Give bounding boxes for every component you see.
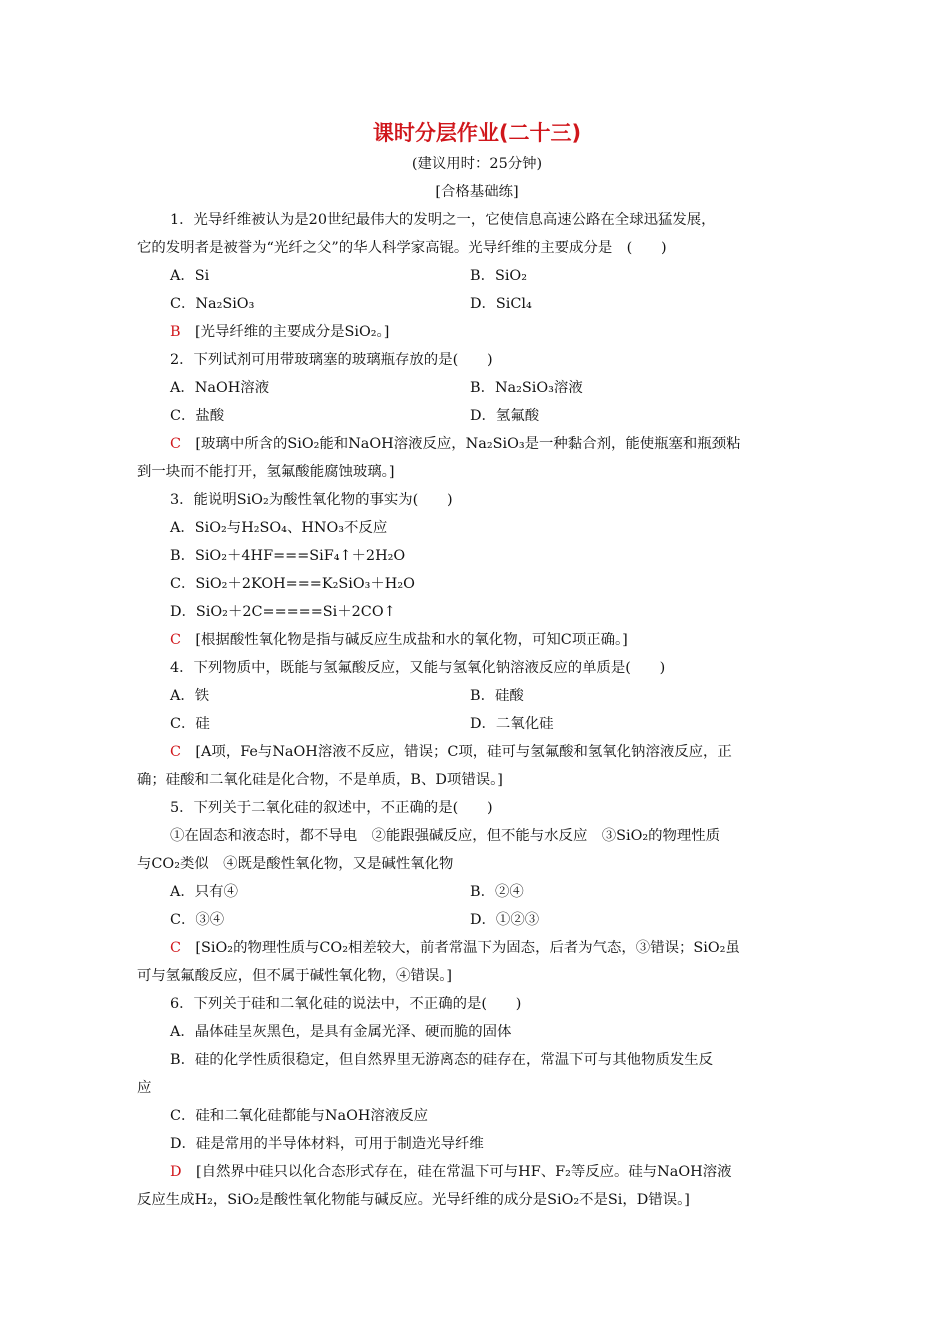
q2-answer-letter: C [170,436,182,452]
q4-options-row1 [137,682,817,710]
q4-option-d: D．二氧化硅 [470,716,554,732]
q1-answer-letter: B [170,324,181,340]
q4-explanation-1: [A项，Fe与NaOH溶液不反应，错误；C项，硅可与氢氟酸和氢氧化钠溶液反应，正 [195,744,732,760]
q6-stem: 6．下列关于硅和二氧化硅的说法中，不正确的是( ) [170,996,522,1012]
q6-option-a: A．晶体硅呈灰黑色，是具有金属光泽、硬而脆的固体 [170,1024,512,1040]
q6-option-b-1: B．硅的化学性质很稳定，但自然界里无游离态的硅存在，常温下可与其他物质发生反 [170,1052,714,1068]
q2-explanation-1: [玻璃中所含的SiO₂能和NaOH溶液反应，Na₂SiO₃是一种黏合剂，能使瓶塞和瓶颈粘 [195,436,741,452]
q6-option-d: D．硅是常用的半导体材料，可用于制造光导纤维 [170,1136,484,1152]
q1-option-b: B．SiO₂ [470,268,527,284]
page-title: 课时分层作业(二十三) [372,121,582,145]
q6-answer [137,1158,817,1186]
q5-stem: 5．下列关于二氧化硅的叙述中，不正确的是( ) [170,800,493,816]
q3-stem: 3．能说明SiO₂为酸性氧化物的事实为( ) [170,492,453,508]
q2-options-row2 [137,402,817,430]
q4-answer [137,738,817,766]
q5-option-d: D．①②③ [470,912,540,928]
q3-option-d: D．SiO₂＋2C=====Si＋2CO↑ [170,604,396,620]
q1-option-c: C．Na₂SiO₃ [170,296,255,312]
q5-options-row2 [137,906,817,934]
q4-option-c: C．硅 [170,716,210,732]
q1-stem-1: 1．光导纤维被认为是20世纪最伟大的发明之一，它使信息高速公路在全球迅猛发展， [170,212,716,228]
q2-answer [137,430,817,458]
q6-explanation-2: 反应生成H₂，SiO₂是酸性氧化物能与碱反应。光导纤维的成分是SiO₂不是Si，D错误。] [137,1192,690,1208]
q2-options-row1 [137,374,817,402]
q2-option-d: D．氢氟酸 [470,408,540,424]
q1-option-a: A．Si [170,268,210,284]
q4-answer-letter: C [170,744,182,760]
q3-option-c: C．SiO₂＋2KOH===K₂SiO₃＋H₂O [170,576,415,592]
q6-option-b-2: 应 [137,1080,152,1096]
q5-answer [137,934,817,962]
q3-answer-letter: C [170,632,182,648]
q3-explanation: [根据酸性氧化物是指与碱反应生成盐和水的氧化物，可知C项正确。] [195,632,628,648]
q3-answer [137,626,817,654]
q1-options-row1 [137,262,817,290]
q5-option-a: A．只有④ [170,884,238,900]
q4-stem: 4．下列物质中，既能与氢氟酸反应，又能与氢氧化钠溶液反应的单质是( ) [170,660,666,676]
q5-explanation-1: [SiO₂的物理性质与CO₂相差较大，前者常温下为固态，后者为气态，③错误；SiO₂虽 [195,940,740,956]
q1-option-d: D．SiCl₄ [470,296,532,312]
q2-stem: 2．下列试剂可用带玻璃塞的玻璃瓶存放的是( ) [170,352,493,368]
q5-statements-1: ①在固态和液态时，都不导电 ②能跟强碱反应，但不能与水反应 ③SiO₂的物理性质 [170,828,721,844]
q4-option-a: A．铁 [170,688,210,704]
document-page [137,118,817,1214]
q3-option-b: B．SiO₂＋4HF===SiF₄↑＋2H₂O [170,548,406,564]
q6-answer-letter: D [170,1164,182,1180]
q5-options-row1 [137,878,817,906]
q4-option-b: B．硅酸 [470,688,524,704]
q2-option-c: C．盐酸 [170,408,225,424]
q2-option-a: A．NaOH溶液 [170,380,270,396]
section-label: [合格基础练] [435,184,519,200]
q5-option-c: C．③④ [170,912,225,928]
q5-option-b: B．②④ [470,884,524,900]
q1-options-row2 [137,290,817,318]
q3-option-a: A．SiO₂与H₂SO₄、HNO₃不反应 [170,520,388,536]
q4-options-row2 [137,710,817,738]
q1-answer [137,318,817,346]
q6-option-c: C．硅和二氧化硅都能与NaOH溶液反应 [170,1108,428,1124]
q2-explanation-2: 到一块而不能打开，氢氟酸能腐蚀玻璃。] [137,464,395,480]
q1-explanation: [光导纤维的主要成分是SiO₂。] [194,324,390,340]
q5-answer-letter: C [170,940,182,956]
q2-option-b: B．Na₂SiO₃溶液 [470,380,583,396]
q4-explanation-2: 确；硅酸和二氧化硅是化合物，不是单质，B、D项错误。] [137,772,503,788]
q6-explanation-1: [自然界中硅只以化合态形式存在，硅在常温下可与HF、F₂等反应。硅与NaOH溶液 [195,1164,732,1180]
suggested-time: (建议用时：25分钟) [411,156,543,172]
q1-stem-2: 它的发明者是被誉为“光纤之父”的华人科学家高锟。光导纤维的主要成分是 ( ) [137,240,667,256]
q5-statements-2: 与CO₂类似 ④既是酸性氧化物，又是碱性氧化物 [137,856,454,872]
q5-explanation-2: 可与氢氟酸反应，但不属于碱性氧化物，④错误。] [137,968,453,984]
